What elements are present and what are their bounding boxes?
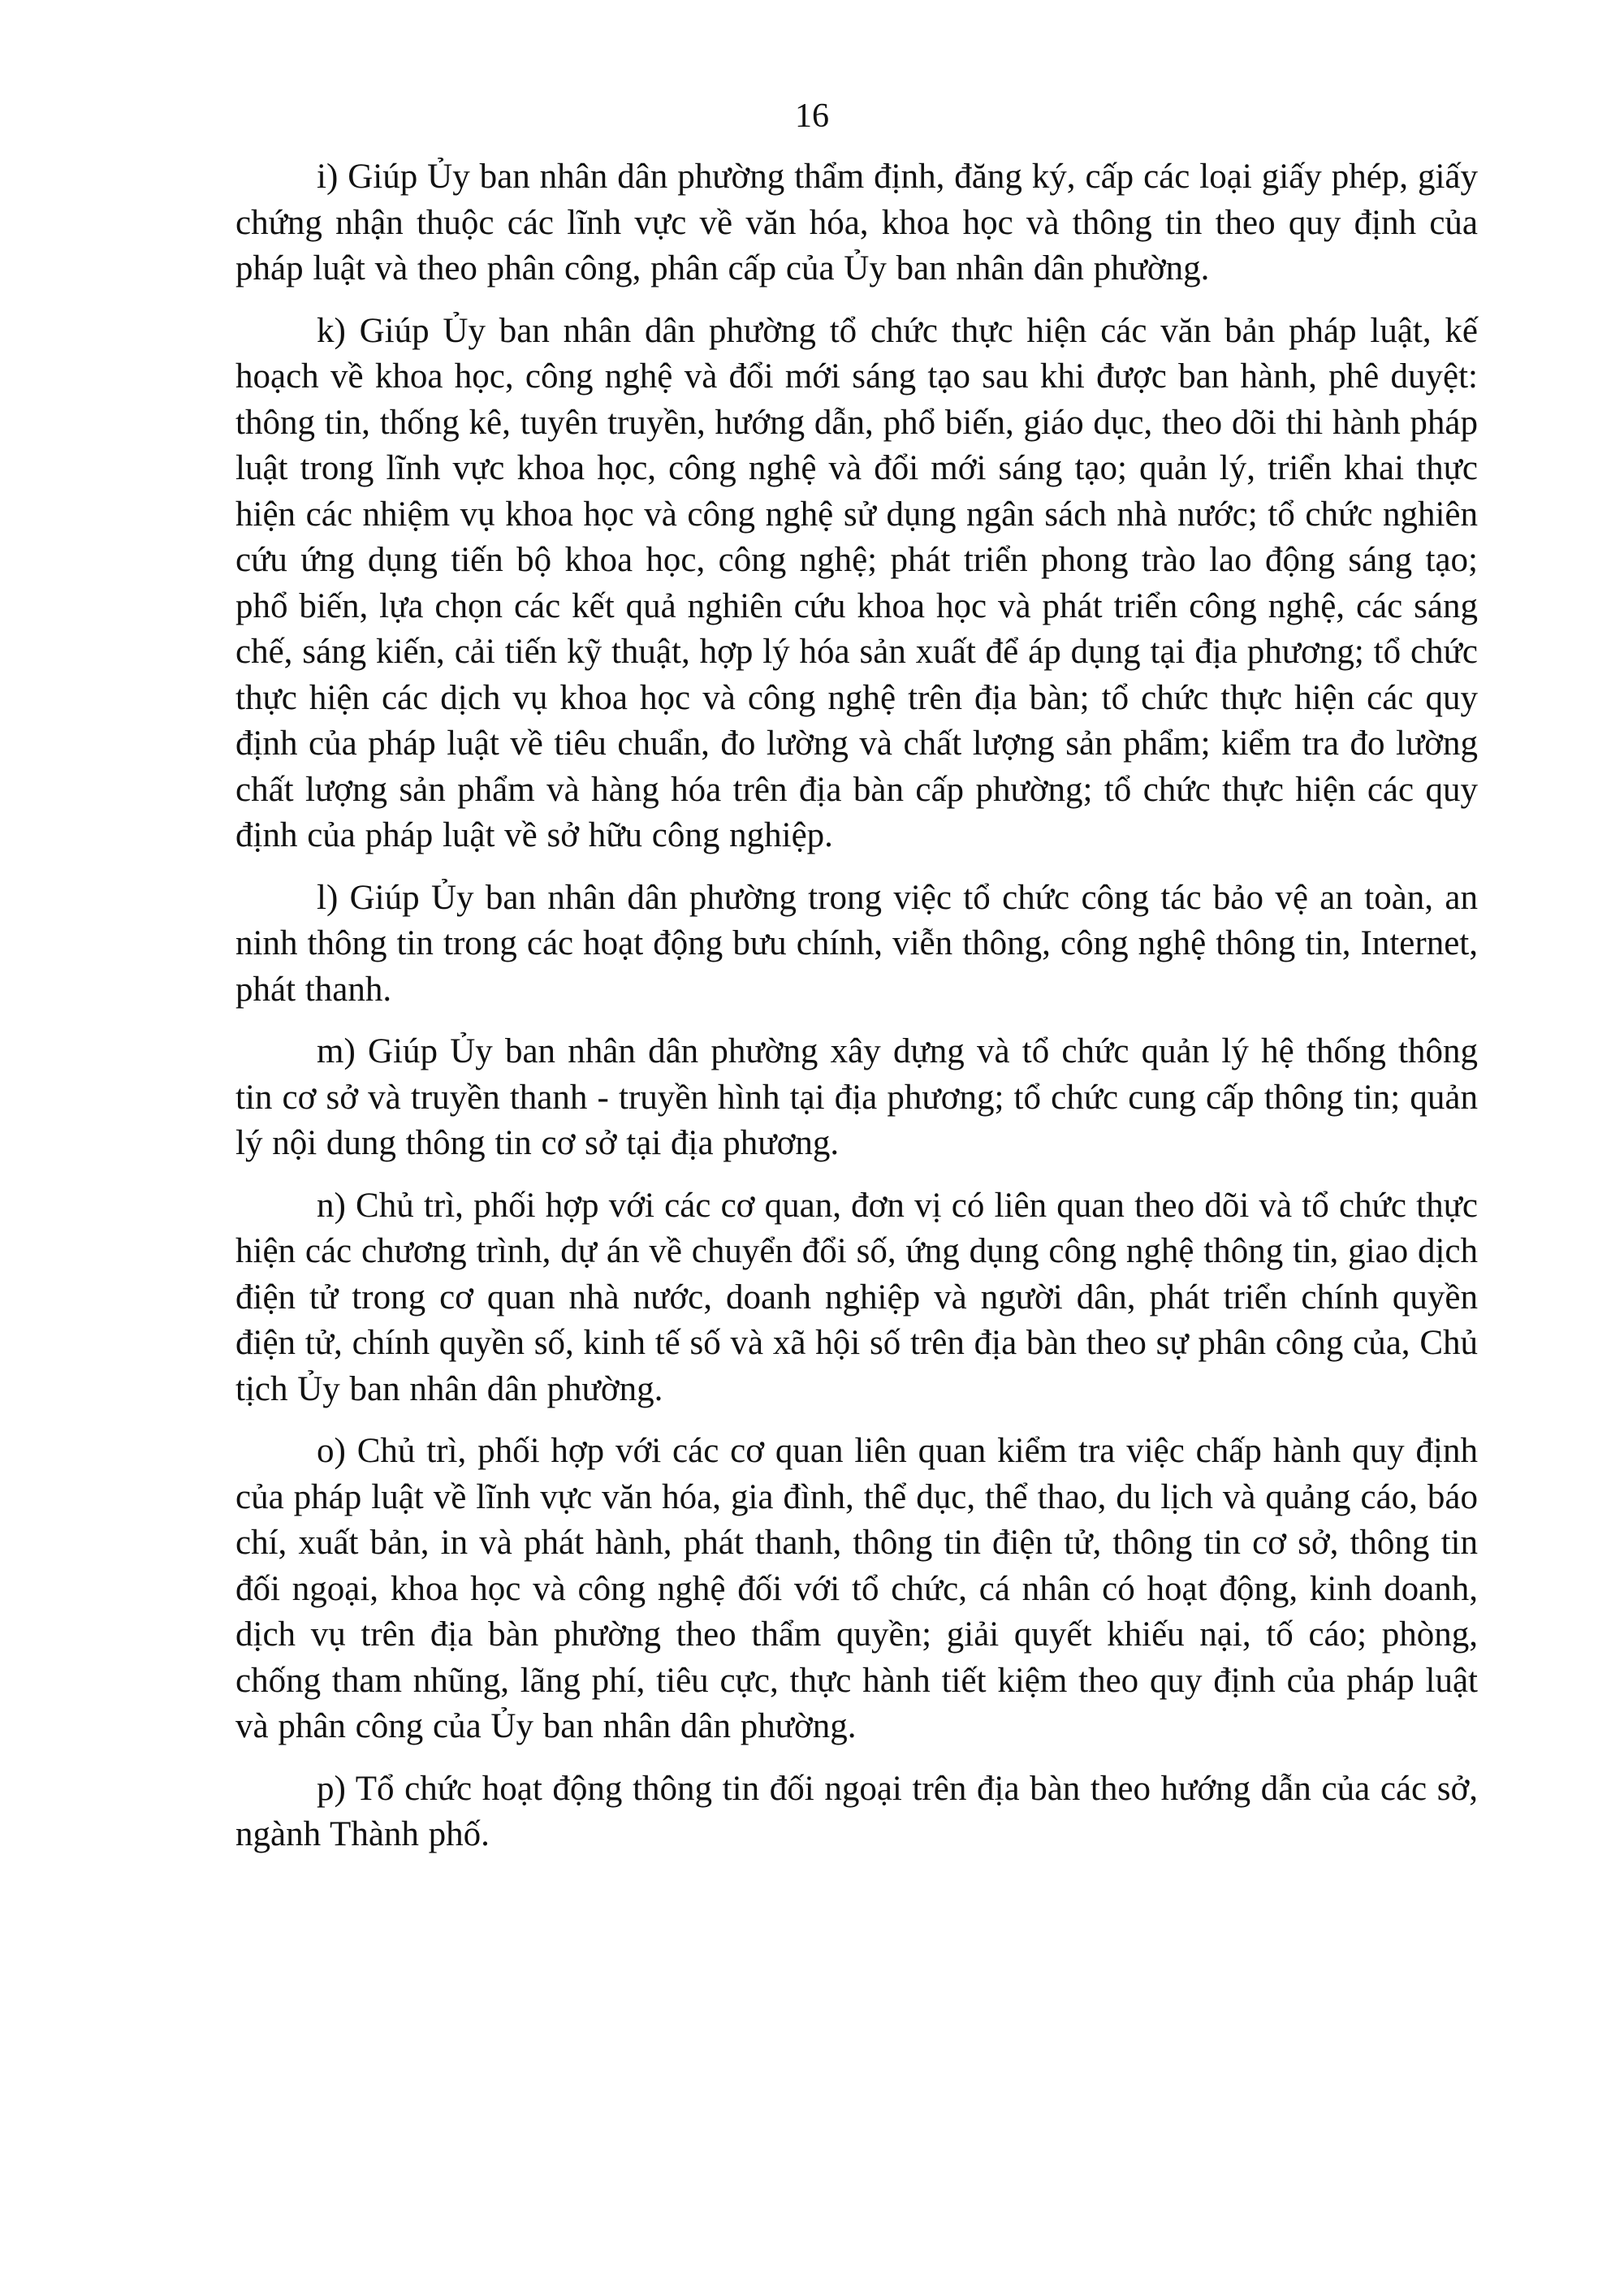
paragraph-m: m) Giúp Ủy ban nhân dân phường xây dựng và tổ chức quản lý hệ thống thông tin cơ sở và truyền thanh - truyền hình tại địa phương; tổ chức cung cấp thông tin; quản lý nội dung thông tin cơ sở tại địa phương. <box>235 1032 1478 1162</box>
paragraph-i: i) Giúp Ủy ban nhân dân phường thẩm định, đăng ký, cấp các loại giấy phép, giấy chứng nhận thuộc các lĩnh vực về văn hóa, khoa học và thông tin theo quy định của pháp luật và theo phân công, phân cấp của Ủy ban nhân dân phường. <box>235 158 1478 288</box>
paragraph-k: k) Giúp Ủy ban nhân dân phường tổ chức thực hiện các văn bản pháp luật, kế hoạch về khoa học, công nghệ và đổi mới sáng tạo sau khi được ban hành, phê duyệt: thông tin, thống kê, tuyên truyền, hướng dẫn, phổ biến, giáo dục, theo dõi thi hành pháp luật trong lĩnh vực khoa học, công nghệ và đổi mới sáng tạo; quản lý, triển khai thực hiện các nhiệm vụ khoa học và công nghệ sử dụng ngân sách nhà nước; tổ chức nghiên cứu ứng dụng tiến bộ khoa học, công nghệ; phát triển phong trào lao động sáng tạo; phổ biến, lựa chọn các kết quả nghiên cứu khoa học và phát triển công nghệ, các sáng chế, sáng kiến, cải tiến kỹ thuật, hợp lý hóa sản xuất để áp dụng tại địa phương; tổ chức thực hiện các dịch vụ khoa học và công nghệ trên địa bàn; tổ chức thực hiện các quy định của pháp luật về tiêu chuẩn, đo lường và chất lượng sản phẩm; kiểm tra đo lường chất lượng sản phẩm và hàng hóa trên địa bàn cấp phường; tổ chức thực hiện các quy định của pháp luật về sở hữu công nghiệp. <box>235 311 1478 854</box>
paragraph-n: n) Chủ trì, phối hợp với các cơ quan, đơn vị có liên quan theo dõi và tổ chức thực hiện các chương trình, dự án về chuyển đổi số, ứng dụng công nghệ thông tin, giao dịch điện tử trong cơ quan nhà nước, doanh nghiệp và người dân, phát triển chính quyền điện tử, chính quyền số, kinh tế số và xã hội số trên địa bàn theo sự phân công của, Chủ tịch Ủy ban nhân dân phường. <box>235 1186 1478 1408</box>
document-body <box>235 154 1478 1874</box>
paragraph-l: l) Giúp Ủy ban nhân dân phường trong việc tổ chức công tác bảo vệ an toàn, an ninh thông tin trong các hoạt động bưu chính, viễn thông, công nghệ thông tin, Internet, phát thanh. <box>235 878 1478 1009</box>
paragraph-o: o) Chủ trì, phối hợp với các cơ quan liên quan kiểm tra việc chấp hành quy định của pháp luật về lĩnh vực văn hóa, gia đình, thể dục, thể thao, du lịch và quảng cáo, báo chí, xuất bản, in và phát hành, phát thanh, thông tin điện tử, thông tin cơ sở, thông tin đối ngoại, khoa học và công nghệ đối với tổ chức, cá nhân có hoạt động, kinh doanh, dịch vụ trên địa bàn phường theo thẩm quyền; giải quyết khiếu nại, tố cáo; phòng, chống tham nhũng, lãng phí, tiêu cực, thực hành tiết kiệm theo quy định của pháp luật và phân công của Ủy ban nhân dân phường. <box>235 1432 1478 1745</box>
paragraph-p: p) Tổ chức hoạt động thông tin đối ngoại trên địa bàn theo hướng dẫn của các sở, ngành Thành phố. <box>235 1769 1478 1853</box>
page-number: 16 <box>795 97 829 135</box>
